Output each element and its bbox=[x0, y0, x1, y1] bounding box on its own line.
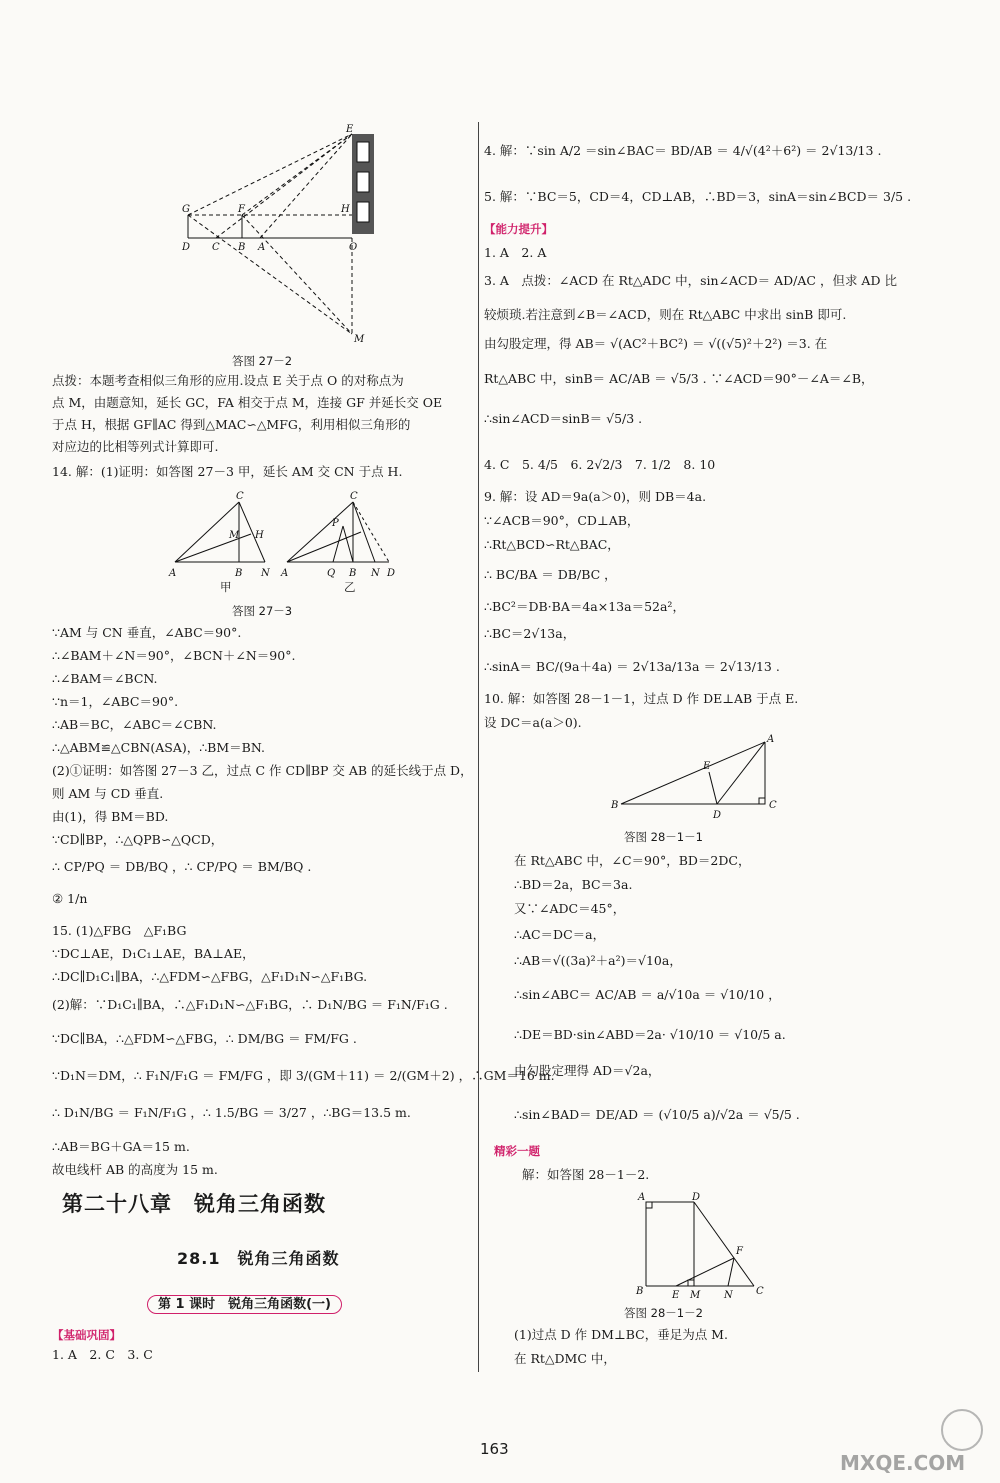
wonder-head: 解：如答图 28－1－2. bbox=[522, 1167, 650, 1182]
fig27-3-label: B bbox=[235, 568, 243, 579]
q9-line: ∵∠ACB＝90°，CD⊥AB， bbox=[484, 513, 640, 528]
fig28-1-2-label: E bbox=[672, 1290, 680, 1300]
fig27-3-label: Q bbox=[327, 568, 336, 579]
q14-line: ∴ CP/PQ ＝ DB/BQ ，∴ CP/PQ ＝ BM/BQ . bbox=[52, 859, 312, 874]
q14-line: ∴∠BAM＋∠N＝90°，∠BCN＋∠N＝90°. bbox=[52, 648, 296, 663]
q10-line: ∴DE＝BD·sin∠ABD＝2a· √10/10 ＝ √10/5 a. bbox=[514, 1027, 786, 1042]
q14-line: ② 1/n bbox=[52, 891, 88, 906]
figure-28-1-2 bbox=[632, 1190, 782, 1300]
fig27-3-label: M bbox=[229, 530, 240, 541]
q15-line: ∵D₁N＝DM，∴ F₁N/F₁G ＝ FM/FG ，即 3/(GM＋11) ＝ 2/(GM＋2) ，∴GM＝16 m. bbox=[52, 1068, 555, 1083]
fig27-3-label: B bbox=[349, 568, 357, 579]
fig27-2-label: H bbox=[341, 204, 350, 215]
fig27-3-label: C bbox=[350, 491, 358, 502]
figure-caption: 答图 27－2 bbox=[232, 354, 293, 368]
q10-line: ∴AC＝DC＝a， bbox=[514, 927, 606, 942]
hint-line: 点 M，由题意知，延长 GC，FA 相交于点 M，连接 GF 并延长交 OE bbox=[52, 395, 443, 410]
q10-line: 10. 解：如答图 28－1－1，过点 D 作 DE⊥AB 于点 E. bbox=[484, 691, 799, 706]
tag-ability: 【能力提升】 bbox=[484, 222, 553, 236]
fig28-1-2-label: A bbox=[638, 1192, 646, 1203]
q14-line: ∵CD∥BP，∴△QPB∽△QCD， bbox=[52, 832, 224, 847]
hint-line: 点拨：本题考查相似三角形的应用.设点 E 关于点 O 的对称点为 bbox=[52, 373, 404, 388]
fig27-2-label: M bbox=[354, 334, 365, 345]
fig27-2-label: F bbox=[238, 204, 245, 215]
fig27-2-label: A bbox=[258, 242, 266, 253]
chapter-title: 第二十八章 锐角三角函数 bbox=[62, 1192, 326, 1216]
fig28-1-1-label: D bbox=[713, 810, 722, 821]
fig27-2-label: D bbox=[182, 242, 191, 253]
fig27-2-label: B bbox=[238, 242, 246, 253]
q14-line: ∴AB＝BC，∠ABC＝∠CBN. bbox=[52, 717, 217, 732]
fig27-3-label: H bbox=[255, 530, 264, 541]
figure-caption: 答图 28－1－2 bbox=[624, 1306, 703, 1320]
fig28-1-2-label: F bbox=[736, 1246, 743, 1257]
q9-line: ∴ BC/BA ＝ DB/BC ， bbox=[484, 567, 617, 582]
figure-caption: 答图 27－3 bbox=[232, 604, 293, 618]
fig27-3-label: D bbox=[387, 568, 396, 579]
section-title: 28.1 锐角三角函数 bbox=[177, 1249, 340, 1268]
q9-line: ∴Rt△BCD∽Rt△BAC， bbox=[484, 537, 620, 552]
q15-line: 故电线杆 AB 的高度为 15 m. bbox=[52, 1162, 218, 1177]
fig27-3-label: N bbox=[371, 568, 380, 579]
fig28-1-2-label: D bbox=[692, 1192, 701, 1203]
fig27-2-label: O bbox=[349, 242, 358, 253]
lesson-title: 第 1 课时 锐角三角函数(一) bbox=[147, 1295, 342, 1314]
q10-line: 又∵∠ADC＝45°， bbox=[514, 901, 626, 916]
fig27-3-label: N bbox=[261, 568, 270, 579]
fig27-3-label: A bbox=[169, 568, 177, 579]
q9-line: ∴BC＝2√13a， bbox=[484, 626, 576, 641]
q14-line: 则 AM 与 CD 垂直. bbox=[52, 786, 164, 801]
wonder-line: (1)过点 D 作 DM⊥BC，垂足为点 M. bbox=[514, 1327, 728, 1342]
figure-28-1-1 bbox=[609, 732, 789, 832]
q15-line: ∵DC⊥AE，D₁C₁⊥AE，BA⊥AE， bbox=[52, 946, 255, 961]
column-divider bbox=[478, 122, 479, 1372]
q15-line: ∵DC∥BA，∴△FDM∽△FBG，∴ DM/BG ＝ FM/FG . bbox=[52, 1031, 357, 1046]
q9-line: ∴BC²＝DB·BA＝4a×13a＝52a²， bbox=[484, 599, 685, 614]
figure-sublabel: 甲 bbox=[220, 580, 232, 594]
q10-line: ∴BD＝2a，BC＝3a. bbox=[514, 877, 633, 892]
q10-line: ∴AB＝√((3a)²＋a²)＝√10a， bbox=[514, 953, 682, 968]
figure-27-3 bbox=[167, 486, 407, 586]
q10-line: 由勾股定理得 AD＝√2a， bbox=[514, 1063, 661, 1078]
figure-caption: 答图 28－1－1 bbox=[624, 830, 703, 844]
fig28-1-2-label: N bbox=[724, 1290, 733, 1300]
tag-wonderful: 精彩一题 bbox=[494, 1144, 540, 1158]
q4-line: 4. 解：∵sin A/2 ＝sin∠BAC＝ BD/AB ＝ 4/√(4²＋6²) ＝ 2√13/13 . bbox=[484, 143, 882, 158]
q10-line: 设 DC＝a(a＞0). bbox=[484, 715, 582, 730]
q3-line: 3. A 点拨：∠ACD 在 Rt△ADC 中，sin∠ACD＝ AD/AC ，但求 AD 比 bbox=[484, 273, 897, 288]
q10-line: ∴sin∠BAD＝ DE/AD ＝ (√10/5 a)/√2a ＝ √5/5 . bbox=[514, 1107, 800, 1122]
q14-line: ∴△ABM≌△CBN(ASA)，∴BM＝BN. bbox=[52, 740, 265, 755]
fig27-2-label: E bbox=[346, 124, 354, 135]
q10-line: ∴sin∠ABC＝ AC/AB ＝ a/√10a ＝ √10/10 ， bbox=[514, 987, 781, 1002]
q15-line: ∴ D₁N/BG ＝ F₁N/F₁G ，∴ 1.5/BG ＝ 3/27 ，∴BG＝13.5 m. bbox=[52, 1105, 411, 1120]
q15-line: ∴AB＝BG＋GA＝15 m. bbox=[52, 1139, 190, 1154]
fig28-1-2-label: B bbox=[636, 1286, 644, 1297]
q15-line: (2)解：∵D₁C₁∥BA，∴△F₁D₁N∽△F₁BG，∴ D₁N/BG ＝ F₁N/F₁G . bbox=[52, 997, 448, 1012]
q3-line: 由勾股定理，得 AB＝ √(AC²＋BC²) ＝ √((√5)²＋2²) ＝3. 在 bbox=[484, 336, 828, 351]
q9-line: 9. 解：设 AD＝9a(a＞0)，则 DB＝4a. bbox=[484, 489, 707, 504]
q3-line: 较烦琐.若注意到∠B＝∠ACD，则在 Rt△ABC 中求出 sinB 即可. bbox=[484, 307, 847, 322]
q14-line: ∵AM 与 CN 垂直，∠ABC＝90°. bbox=[52, 625, 242, 640]
answers-1-2: 1. A 2. A bbox=[484, 245, 547, 260]
q14-line: ∴∠BAM＝∠BCN. bbox=[52, 671, 158, 686]
lesson-badge bbox=[147, 1295, 342, 1314]
fig27-3-label: A bbox=[281, 568, 289, 579]
fig28-1-1-label: B bbox=[611, 800, 619, 811]
fig27-2-label: C bbox=[212, 242, 220, 253]
q14-line: (2)①证明：如答图 27－3 乙，过点 C 作 CD∥BP 交 AB 的延长线于点 D， bbox=[52, 763, 473, 778]
q5-line: 5. 解：∵BC＝5，CD＝4，CD⊥AB，∴BD＝3，sinA＝sin∠BCD＝ 3/5 . bbox=[484, 189, 912, 204]
fig28-1-2-label: M bbox=[690, 1290, 701, 1300]
fig28-1-1-label: C bbox=[769, 800, 777, 811]
watermark-logo bbox=[830, 1408, 990, 1478]
fig27-3-label: P bbox=[332, 518, 339, 529]
fig28-1-2-label: C bbox=[756, 1286, 764, 1297]
hint-line: 对应边的比相等列式计算即可. bbox=[52, 439, 219, 454]
answers-1-3: 1. A 2. C 3. C bbox=[52, 1347, 153, 1362]
q14-head: 14. 解：(1)证明：如答图 27－3 甲，延长 AM 交 CN 于点 H. bbox=[52, 464, 403, 479]
tag-basic: 【基础巩固】 bbox=[52, 1328, 121, 1342]
q3-line: Rt△ABC 中，sinB＝ AC/AB ＝ √5/3 . ∵∠ACD＝90°－∠A＝∠B， bbox=[484, 371, 874, 386]
q10-line: 在 Rt△ABC 中，∠C＝90°，BD＝2DC， bbox=[514, 853, 751, 868]
q14-line: 由(1)，得 BM＝BD. bbox=[52, 809, 169, 824]
fig28-1-1-label: A bbox=[767, 734, 775, 745]
fig28-1-1-label: E bbox=[703, 761, 711, 772]
q15-line: ∴DC∥D₁C₁∥BA，∴△FDM∽△FBG，△F₁D₁N∽△F₁BG. bbox=[52, 969, 368, 984]
figure-sublabel: 乙 bbox=[344, 580, 356, 594]
q14-line: ∵n＝1，∠ABC＝90°. bbox=[52, 694, 179, 709]
answers-4-8: 4. C 5. 4/5 6. 2√2/3 7. 1/2 8. 10 bbox=[484, 457, 716, 472]
q9-line: ∴sinA＝ BC/(9a＋4a) ＝ 2√13a/13a ＝ 2√13/13 . bbox=[484, 659, 780, 674]
wonder-line: 在 Rt△DMC 中， bbox=[514, 1351, 616, 1366]
figure-27-2 bbox=[180, 120, 440, 350]
fig27-3-label: C bbox=[236, 491, 244, 502]
fig27-2-label: G bbox=[182, 204, 190, 215]
q15-line: 15. (1)△FBG △F₁BG bbox=[52, 923, 187, 938]
q3-line: ∴sin∠ACD＝sinB＝ √5/3 . bbox=[484, 411, 643, 426]
hint-line: 于点 H，根据 GF∥AC 得到△MAC∽△MFG，利用相似三角形的 bbox=[52, 417, 411, 432]
page-number: 163 bbox=[480, 1440, 509, 1458]
watermark-text: MXQE.COM bbox=[840, 1451, 966, 1475]
